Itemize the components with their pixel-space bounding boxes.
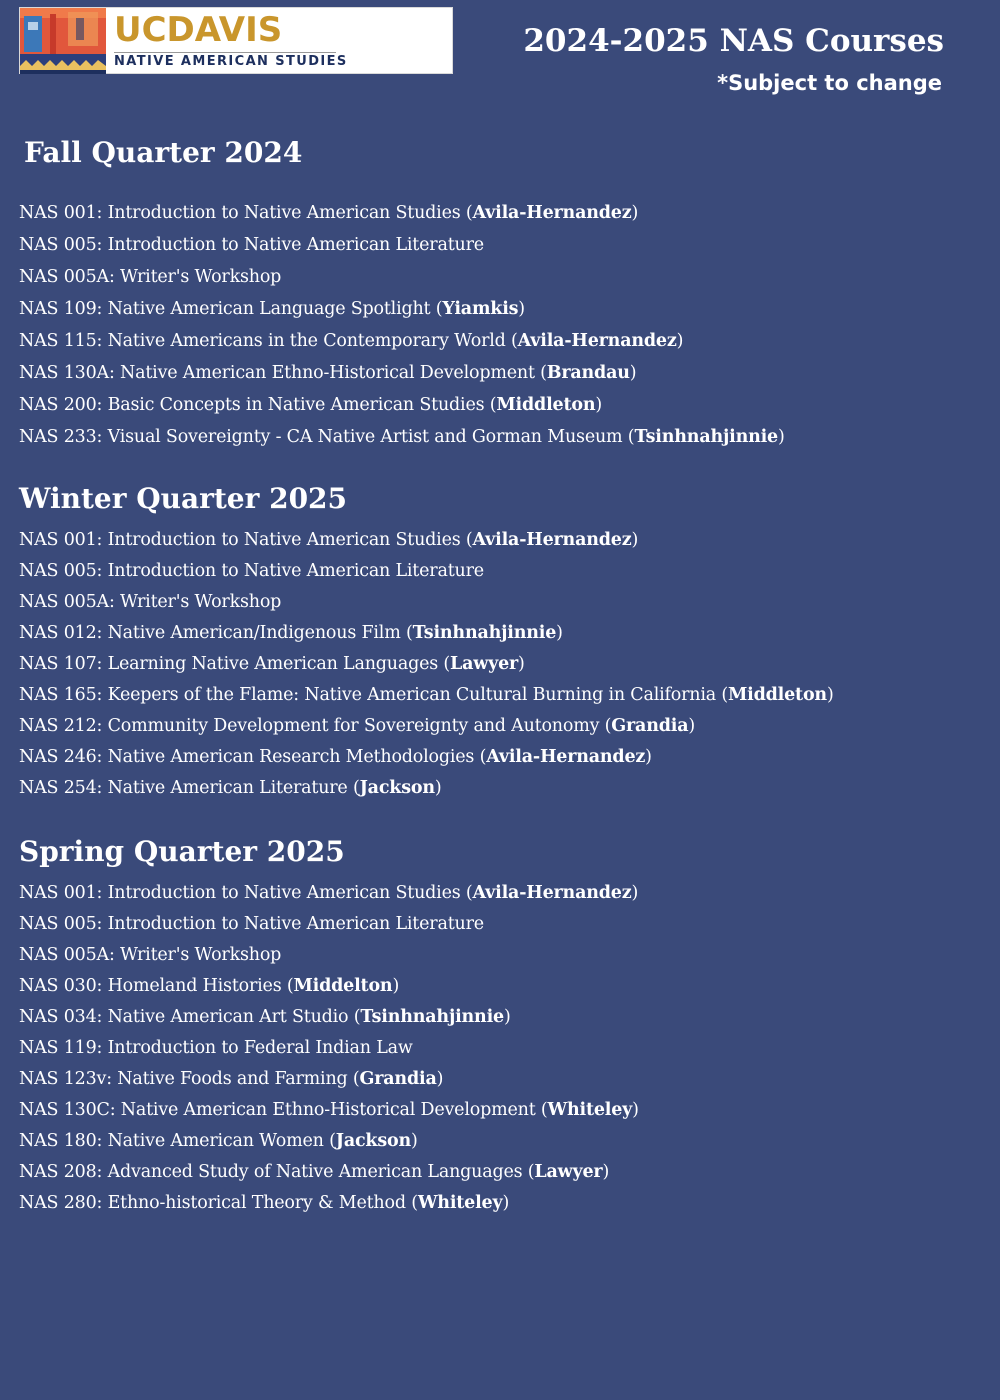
course-instructor: Whiteley (547, 1100, 633, 1120)
logo-artwork-icon (20, 8, 106, 74)
course-instructor: Avila-Hernandez (472, 530, 632, 550)
course-list-winter (19, 525, 834, 804)
course-instructor: Middleton (496, 395, 596, 415)
course-item: NAS 034: Native American Art Studio (Tsinhnahjinnie) (19, 1007, 511, 1027)
course-item: NAS 130A: Native American Ethno-Historical Development (Brandau) (19, 363, 637, 383)
course-instructor: Whiteley (417, 1193, 503, 1213)
course-title: NAS 107: Learning Native American Languages (19, 654, 439, 674)
course-item: NAS 208: Advanced Study of Native American Languages (Lawyer) (19, 1162, 610, 1182)
course-title: NAS 030: Homeland Histories (19, 976, 282, 996)
course-item: NAS 012: Native American/Indigenous Film (Tsinhnahjinnie) (19, 623, 563, 643)
course-item: NAS 001: Introduction to Native American Studies (Avila-Hernandez) (19, 203, 639, 223)
course-instructor: Avila-Hernandez (486, 747, 646, 767)
course-item (19, 229, 785, 261)
course-title: NAS 130A: Native American Ethno-Historical Development (19, 363, 535, 383)
course-title: NAS 123v: Native Foods and Farming (19, 1069, 348, 1089)
course-instructor: Avila-Hernandez (472, 203, 632, 223)
course-list-spring (19, 878, 639, 1219)
logo-department-name: NATIVE AMERICAN STUDIES (114, 54, 348, 69)
course-item: NAS 030: Homeland Histories (Middelton) (19, 976, 400, 996)
course-item: NAS 109: Native American Language Spotlight (Yiamkis) (19, 299, 525, 319)
course-title: NAS 109: Native American Language Spotlight (19, 299, 431, 319)
course-title: NAS 012: Native American/Indigenous Film (19, 623, 401, 643)
course-instructor: Middelton (293, 976, 393, 996)
course-item: NAS 107: Learning Native American Languages (Lawyer) (19, 654, 525, 674)
course-item (19, 1033, 639, 1064)
course-title: NAS 001: Introduction to Native American Studies (19, 883, 461, 903)
course-title: NAS 005A: Writer's Workshop (19, 267, 282, 287)
course-instructor: Yiamkis (442, 299, 519, 319)
course-item (19, 587, 834, 618)
course-item: NAS 115: Native Americans in the Contemporary World (Avila-Hernandez) (19, 331, 684, 351)
course-title: NAS 165: Keepers of the Flame: Native American Cultural Burning in California (19, 685, 722, 705)
course-item: NAS 212: Community Development for Sovereignty and Autonomy (Grandia) (19, 716, 695, 736)
course-title: NAS 246: Native American Research Methodologies (19, 747, 475, 767)
course-item: NAS 180: Native American Women (Jackson) (19, 1131, 418, 1151)
course-instructor: Lawyer (534, 1162, 603, 1182)
page-title: 2024-2025 NAS Courses (523, 23, 944, 59)
ucdavis-nas-logo (19, 7, 453, 74)
section-title-winter: Winter Quarter 2025 (19, 482, 348, 515)
course-instructor: Avila-Hernandez (472, 883, 632, 903)
course-item: NAS 130C: Native American Ethno-Historical Development (Whiteley) (19, 1100, 639, 1120)
course-item (19, 261, 785, 293)
course-item: NAS 254: Native American Literature (Jackson) (19, 778, 442, 798)
course-title: NAS 119: Introduction to Federal Indian Law (19, 1038, 413, 1058)
course-item: NAS 233: Visual Sovereignty - CA Native Artist and Gorman Museum (Tsinhnahjinnie) (19, 427, 785, 447)
course-title: NAS 254: Native American Literature (19, 778, 348, 798)
course-instructor: Tsinhnahjinnie (634, 427, 778, 447)
course-item (19, 556, 834, 587)
course-item (19, 940, 639, 971)
course-instructor: Tsinhnahjinnie (360, 1007, 504, 1027)
course-item: NAS 001: Introduction to Native American Studies (Avila-Hernandez) (19, 530, 639, 550)
course-title: NAS 233: Visual Sovereignty - CA Native Artist and Gorman Museum (19, 427, 623, 447)
course-instructor: Tsinhnahjinnie (412, 623, 557, 643)
course-title: NAS 005A: Writer's Workshop (19, 945, 282, 965)
course-instructor: Jackson (359, 778, 435, 798)
course-title: NAS 001: Introduction to Native American Studies (19, 203, 461, 223)
course-instructor: Middleton (727, 685, 827, 705)
course-title: NAS 001: Introduction to Native American Studies (19, 530, 461, 550)
course-item: NAS 123v: Native Foods and Farming (Grandia) (19, 1069, 444, 1089)
course-instructor: Jackson (335, 1131, 411, 1151)
course-instructor: Lawyer (450, 654, 519, 674)
course-title: NAS 180: Native American Women (19, 1131, 324, 1151)
course-item: NAS 246: Native American Research Methodologies (Avila-Hernandez) (19, 747, 652, 767)
logo-divider (114, 52, 336, 53)
logo-university-name: UCDAVIS (114, 10, 283, 50)
course-title: NAS 005: Introduction to Native American Literature (19, 914, 484, 934)
course-item: NAS 200: Basic Concepts in Native American Studies (Middleton) (19, 395, 602, 415)
course-title: NAS 280: Ethno-historical Theory & Method (19, 1193, 406, 1213)
course-title: NAS 005: Introduction to Native American Literature (19, 561, 484, 581)
course-item: NAS 001: Introduction to Native American Studies (Avila-Hernandez) (19, 883, 639, 903)
page-subtitle: *Subject to change (717, 71, 942, 95)
course-instructor: Grandia (611, 716, 689, 736)
course-item: NAS 280: Ethno-historical Theory & Method (Whiteley) (19, 1193, 510, 1213)
course-instructor: Avila-Hernandez (517, 331, 677, 351)
course-title: NAS 208: Advanced Study of Native American Languages (19, 1162, 523, 1182)
course-title: NAS 005: Introduction to Native American Literature (19, 235, 484, 255)
course-title: NAS 130C: Native American Ethno-Historical Development (19, 1100, 536, 1120)
course-title: NAS 200: Basic Concepts in Native American Studies (19, 395, 485, 415)
course-title: NAS 034: Native American Art Studio (19, 1007, 349, 1027)
course-instructor: Grandia (359, 1069, 437, 1089)
course-item: NAS 165: Keepers of the Flame: Native American Cultural Burning in California (Middleton) (19, 685, 834, 705)
section-title-fall: Fall Quarter 2024 (24, 136, 303, 169)
course-item (19, 909, 639, 940)
course-title: NAS 005A: Writer's Workshop (19, 592, 282, 612)
course-title: NAS 212: Community Development for Sovereignty and Autonomy (19, 716, 600, 736)
course-list-fall (19, 197, 785, 453)
course-instructor: Brandau (546, 363, 630, 383)
course-title: NAS 115: Native Americans in the Contemporary World (19, 331, 506, 351)
section-title-spring: Spring Quarter 2025 (19, 835, 345, 868)
